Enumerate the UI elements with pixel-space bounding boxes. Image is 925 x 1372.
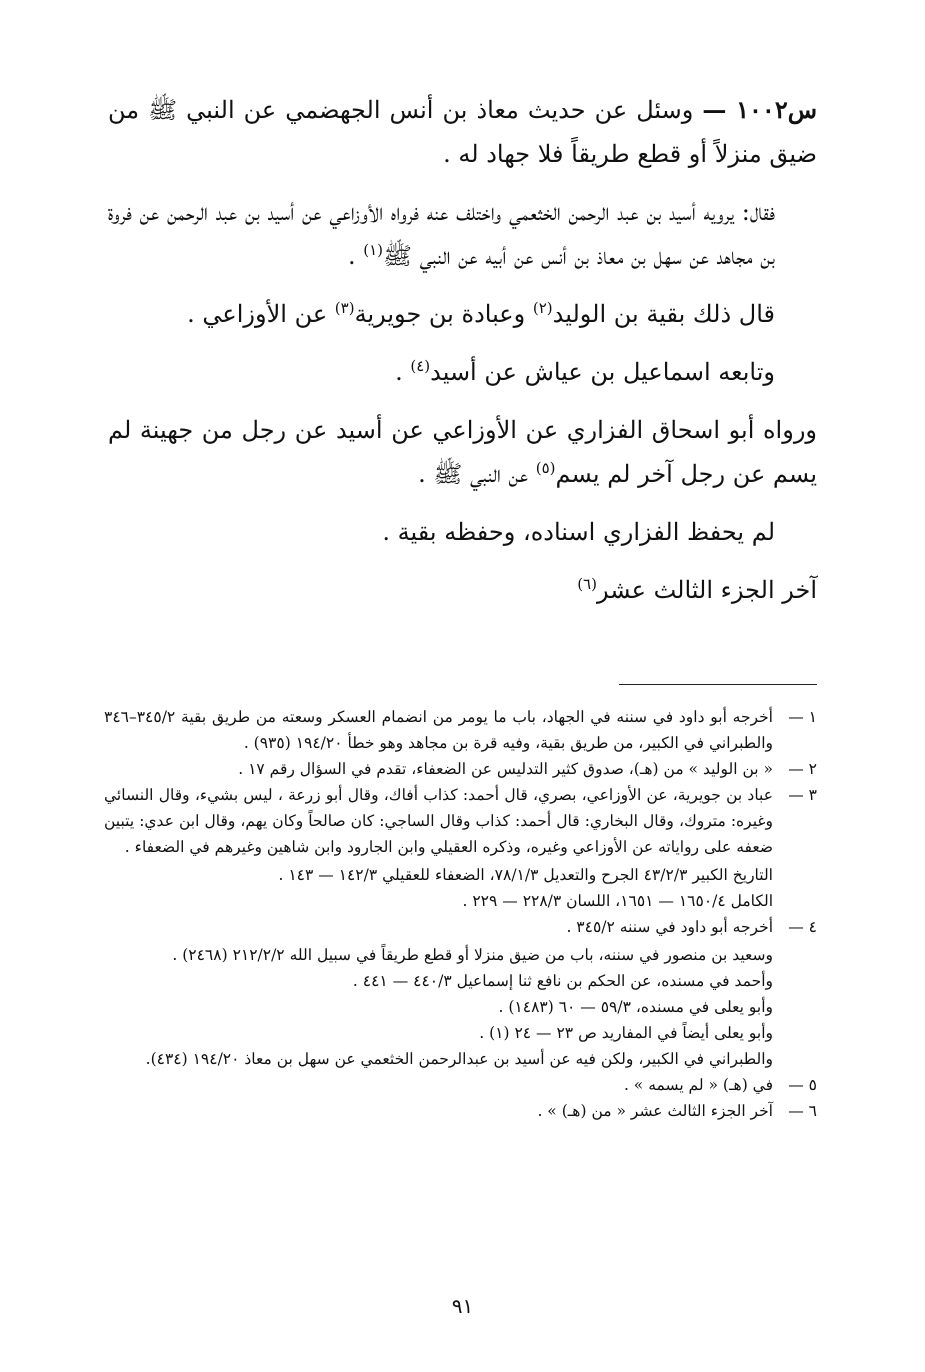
footnote-text: في (هـ) « لم يسمه » . [623,1076,773,1094]
footnote-number: ٢ — [788,760,817,778]
footnote-6 [104,1098,817,1124]
footnote-text: عباد بن جويرية، عن الأوزاعي، بصري، قال أحمد: كذاب أفاك، وقال أبو زرعة ، ليس بشيء، وقال النسائي وغيره: متروك، وقال البخاري: قال أحمد: كذاب وقال الساجي: كان صالحاً وكان يهم، وقال ابن عدي: يتبين ضعفه على رواياته عن الأوزاعي وغيره، وذكره العقيلي وابن الجارود وابن شاهين وغيرهم في الضعفاء . [104,786,773,856]
footnote-ref-5: (٥) [535,459,556,477]
footnote-number: ٣ — [788,786,817,804]
footnote-text: أخرجه أبو داود في سننه في الجهاد، باب ما يومر من انضمام العسكر وسعته من طريق بقية ٣٤٥/٢–٣٤٦ والطبراني في الكبير، من طريق بقية، وفيه قرة بن مجاهد وهو خطأ ١٩٤/٢٠ (٩٣٥) . [104,708,773,752]
answer-text: فقال: يرويه أسيد بن عبد الرحمن الخثعمي واختلف عنه فرواه الأوزاعي عن أسيد بن عبد الرحمن عن فروة بن مجاهد عن سهل بن معاذ بن أنس عن أبيه عن النبي ﷺ [108,198,775,270]
footnote-number: ٤ — [788,918,817,936]
footnote-divider [619,684,817,685]
question-number: س١٠٠٢ — [702,95,817,124]
page-number: ٩١ [451,1294,474,1318]
question-text: وسئل عن حديث معاذ بن أنس الجهضمي عن النبي ﷺ من ضيق منزلاً أو قطع طريقاً فلا جهاد له . [108,96,817,168]
footnote-number: ٥ — [788,1076,817,1094]
footnote-text: التاريخ الكبير ٤٣/٢/٣ الجرح والتعديل ٧٨/١/٣، الضعفاء للعقيلي ١٤٢/٣ — ١٤٣ . [278,866,773,884]
footnotes-section [104,704,817,1124]
footnote-text: والطبراني في الكبير، ولكن فيه عن أسيد بن عبدالرحمن الخثعمي عن سهل بن معاذ ١٩٤/٢٠ (٤٣٤). [145,1050,773,1068]
question-paragraph [108,88,817,176]
footnote-ref-6: (٦) [577,575,597,593]
footnote-number: ٦ — [788,1102,817,1120]
footnote-text: آخر الجزء الثالث عشر « من (هـ) » . [537,1102,773,1120]
footnote-ref-4: (٤) [410,357,431,375]
conclusion-paragraph: لم يحفظ الفزاري اسناده، وحفظه بقية . [382,518,775,546]
footnote-text: وأحمد في مسنده، عن الحكم بن نافع ثنا إسماعيل ٤٤٠/٣ — ٤٤١ . [352,972,773,990]
footnote-ref-2: (٢) [532,299,553,317]
narration-paragraph: قال ذلك بقية بن الوليد$^{(٢)}$ وعبادة بن جويرية$^{(٣)}$ عن الأوزاعي . [187,299,775,328]
footnote-ref-1: (١) [363,241,383,259]
footnote-3 [104,782,817,914]
answer-paragraph: فقال: يرويه أسيد بن عبد الرحمن الخثعمي واختلف عنه فرواه الأوزاعي عن أسيد بن عبد الرحمن عن فروة بن مجاهد عن سهل بن معاذ بن أنس عن أبيه عن النبي ﷺ$^{(١)}$ . [108,198,775,270]
footnote-text: أخرجه أبو داود في سننه ٣٤٥/٢ . [566,918,773,936]
section-end-line: آخر الجزء الثالث عشر$^{(٦)}$ [577,575,817,604]
footnote-ref-3: (٣) [334,299,355,317]
main-text [108,88,817,626]
footnote-text: وأبو يعلى في مسنده، ٥٩/٣ — ٦٠ (١٤٨٣) . [498,998,773,1016]
footnote-text: « بن الوليد » من (هـ)، صدوق كثير التدليس عن الضعفاء، تقدم في السؤال رقم ١٧ . [238,760,773,778]
alternate-narration-paragraph: ورواه أبو اسحاق الفزاري عن الأوزاعي عن أسيد عن رجل من جهينة لم يسم عن رجل آخر لم يسم$^{(٥)}$ عن النبي ﷺ . [108,416,817,488]
footnote-text: الكامل ١٦٥٠/٤ — ١٦٥١، اللسان ٢٢٨/٣ — ٢٢٩ . [462,892,773,910]
footnote-2 [104,756,817,782]
footnote-text: وأبو يعلى أيضاً في المفاريد ص ٢٣ — ٢٤ (١) . [479,1024,773,1042]
footnote-text: وسعيد بن منصور في سننه، باب من ضيق منزلا أو قطع طريقاً في سبيل الله ٢١٢/٢/٢ (٢٤٦٨) . [172,946,773,964]
footnote-1 [104,704,817,756]
footnote-5 [104,1072,817,1098]
footnote-number: ١ — [788,708,817,726]
footnote-4 [104,914,817,1072]
follow-up-paragraph: وتابعه اسماعيل بن عياش عن أسيد$^{(٤)}$ . [395,357,775,386]
